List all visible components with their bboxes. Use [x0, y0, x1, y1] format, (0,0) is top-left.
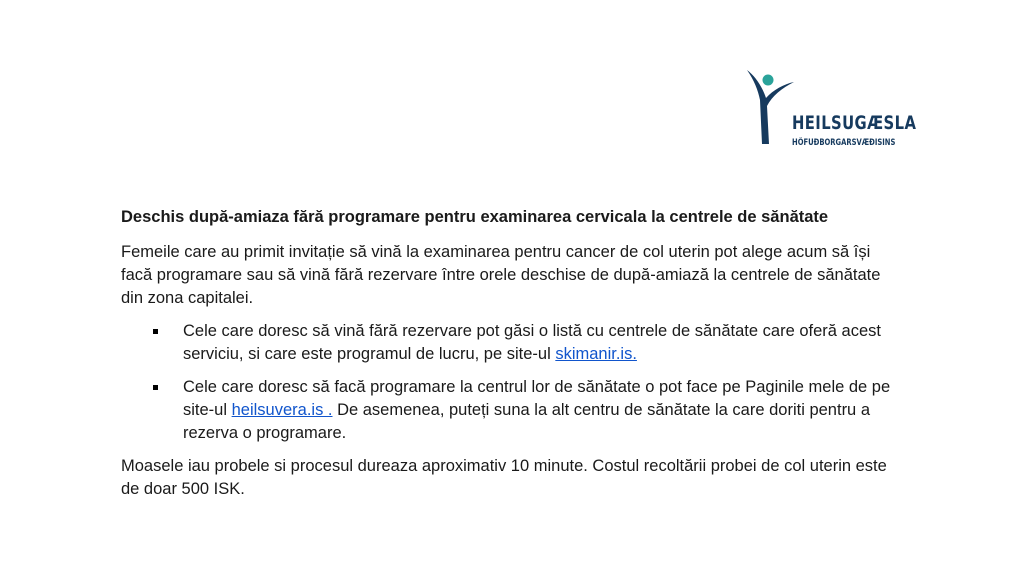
bullet-square-icon	[153, 385, 158, 390]
intro-paragraph: Femeile care au primit invitație să vină la examinarea pentru cancer de col uterin pot alege acum să își facă programare sau să vină fără rezervare între orele deschise de după-amiază la centrele de sănătate din zona capitalei.	[121, 243, 881, 307]
document-heading: Deschis după-amiaza fără programare pentru examinarea cervicala la centrele de sănătate	[121, 208, 829, 226]
logo-name: HEILSUGÆSLA	[792, 112, 917, 134]
logo-subtitle: HÖFUÐBORGARSVÆÐISINS	[792, 138, 896, 148]
bullet-text-after: De asemenea, puteți suna la alt centru de sănătate la care doriti pentru a rezerva o programare.	[183, 401, 870, 442]
list-item	[121, 320, 903, 366]
heilsuvera-link[interactable]: heilsuvera.is .	[231, 401, 333, 419]
bullet-text: Cele care doresc să facă programare la centrul lor de sănătate o pot face pe Paginile mele de pe site-ul	[183, 378, 891, 419]
document-body	[121, 206, 903, 511]
list-item	[121, 376, 903, 445]
bullet-list	[121, 320, 903, 445]
skimanir-link[interactable]: skimanir.is.	[555, 345, 637, 363]
heilsugaesla-logo	[742, 66, 917, 156]
bullet-text: Cele care doresc să vină fără rezervare pot găsi o listă cu centrele de sănătate care oferă acest serviciu, si care este programul de lucru, pe site-ul	[183, 322, 881, 363]
bullet-square-icon	[153, 329, 158, 334]
closing-paragraph: Moasele iau probele si procesul dureaza aproximativ 10 minute. Costul recoltării probei de col uterin este de doar 500 ISK.	[121, 457, 887, 498]
